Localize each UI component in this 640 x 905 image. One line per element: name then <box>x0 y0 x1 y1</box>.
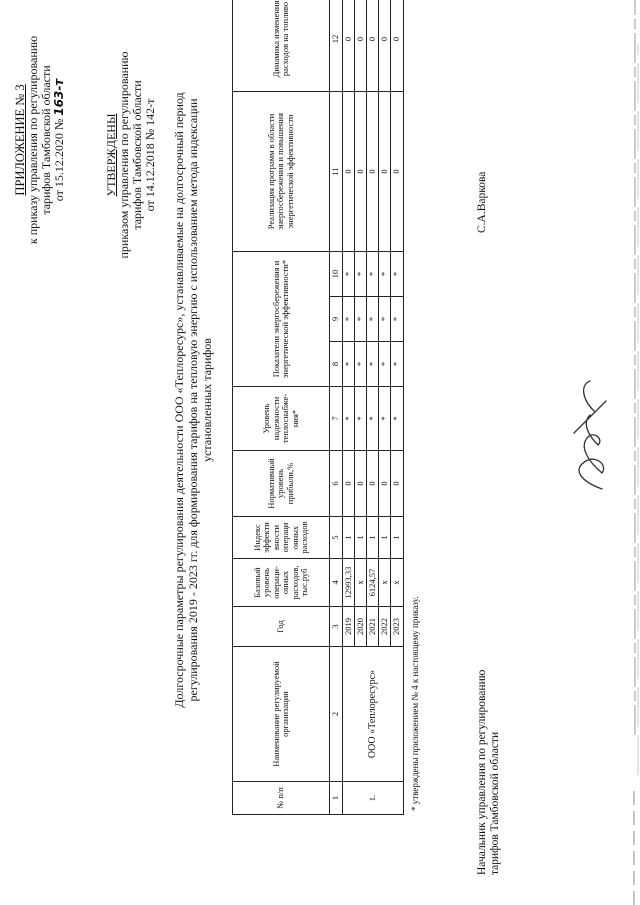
base-level-cell: x <box>355 559 367 607</box>
col-num-cell: 2 <box>330 647 343 782</box>
program-cell: 0 <box>355 92 367 252</box>
profit-level-cell: 0 <box>391 451 404 517</box>
approved-heading: УТВЕРЖДЕНЫ <box>104 113 118 197</box>
fuel-dynamics-cell: 0 <box>391 0 404 92</box>
efficiency-index-cell: 1 <box>379 517 391 559</box>
col-num-cell: 12 <box>330 0 343 92</box>
signatory-position-line-2: тарифов Тамбовской области <box>489 731 501 875</box>
col-num-cell: 4 <box>330 559 343 607</box>
footnote: * утверждены приложением № 4 к настоящему приказу. <box>410 596 420 811</box>
base-level-cell: 6124,57 <box>367 559 379 607</box>
program-cell: 0 <box>343 92 355 252</box>
parameters-table <box>232 0 404 815</box>
reliability-cell: * <box>391 387 404 451</box>
header-base-level: Базовый уровень операци-онных расходов, тыс.руб <box>233 559 330 607</box>
indicator-cell: * <box>391 297 404 342</box>
header-energy-program: Реализация программ в области энергосбережения и повышения энергетической эффективности <box>233 92 330 252</box>
base-level-cell: x <box>391 559 404 607</box>
appendix-order-line: к приказу управления по регулированию <box>26 35 40 245</box>
indicator-cell: * <box>355 342 367 387</box>
header-year: Год <box>233 607 330 647</box>
column-number-row <box>330 0 343 815</box>
year-cell: 2021 <box>367 607 379 647</box>
title-line-1: Долгосрочные параметры регулирования деятельности ООО «Теплоресурс», устанавливаемые на долгосрочный период <box>172 92 186 708</box>
org-name-cell: ООО «Теплоресурс» <box>343 647 404 782</box>
profit-level-cell: 0 <box>355 451 367 517</box>
program-cell: 0 <box>391 92 404 252</box>
indicator-cell: * <box>343 252 355 297</box>
document-title <box>172 45 214 755</box>
header-fuel-dynamics: Динамика изменения расходов на топливо <box>233 0 330 92</box>
indicator-cell: * <box>367 342 379 387</box>
handwritten-signature <box>560 375 618 495</box>
indicator-cell: * <box>391 342 404 387</box>
base-level-cell: 12993,33 <box>343 559 355 607</box>
header-org: Наименование регулируемой организации <box>233 647 330 782</box>
col-num-cell: 8 <box>330 342 343 387</box>
signatory-position-line-1: Начальник управления по регулированию <box>476 669 488 875</box>
program-cell: 0 <box>379 92 391 252</box>
indicator-cell: * <box>379 252 391 297</box>
efficiency-index-cell: 1 <box>391 517 404 559</box>
profit-level-cell: 0 <box>343 451 355 517</box>
indicator-cell: * <box>343 342 355 387</box>
org-number-cell: 1. <box>343 782 404 815</box>
title-line-3: установленных тарифов <box>200 338 214 462</box>
fuel-dynamics-cell: 0 <box>367 0 379 92</box>
indicator-cell: * <box>355 252 367 297</box>
indicator-cell: * <box>355 297 367 342</box>
profit-level-cell: 0 <box>367 451 379 517</box>
appendix-heading: ПРИЛОЖЕНИЕ № 3 <box>13 84 27 196</box>
indicator-cell: * <box>379 297 391 342</box>
efficiency-index-cell: 1 <box>343 517 355 559</box>
reliability-cell: * <box>367 387 379 451</box>
appendix-date-text: от 15.12.2020 № <box>52 118 66 202</box>
col-num-cell: 1 <box>330 782 343 815</box>
header-energy-indicators: Показатели энергосбережения и энергетической эффективности* <box>233 252 330 387</box>
appendix-order-number: 163-т <box>52 78 66 116</box>
appendix-date-line <box>53 10 66 270</box>
approved-date-line: от 14.12.2018 № 142-т <box>143 98 157 212</box>
appendix-authority-line: тарифов Тамбовской области <box>39 65 53 215</box>
reliability-cell: * <box>355 387 367 451</box>
indicator-cell: * <box>379 342 391 387</box>
header-num: № п/п <box>233 782 330 815</box>
signatory-position <box>476 670 502 875</box>
year-cell: 2019 <box>343 607 355 647</box>
base-level-cell: x <box>379 559 391 607</box>
indicator-cell: * <box>367 252 379 297</box>
signatory-name: С.А.Варкова <box>476 171 488 233</box>
col-num-cell: 3 <box>330 607 343 647</box>
col-num-cell: 9 <box>330 297 343 342</box>
col-num-cell: 10 <box>330 252 343 297</box>
program-cell: 0 <box>367 92 379 252</box>
efficiency-index-cell: 1 <box>355 517 367 559</box>
indicator-cell: * <box>367 297 379 342</box>
col-num-cell: 7 <box>330 387 343 451</box>
scan-edge-lines <box>632 0 640 905</box>
reliability-cell: * <box>379 387 391 451</box>
header-reliability: Уровень надежности теплоснабже-ния* <box>233 387 330 451</box>
header-profit-level: Нормативный уровень прибыли,% <box>233 451 330 517</box>
profit-level-cell: 0 <box>379 451 391 517</box>
approved-block <box>105 15 157 295</box>
year-cell: 2023 <box>391 607 404 647</box>
approved-order-line: приказом управления по регулированию <box>117 51 131 259</box>
col-num-cell: 6 <box>330 451 343 517</box>
indicator-cell: * <box>343 297 355 342</box>
col-num-cell: 5 <box>330 517 343 559</box>
fuel-dynamics-cell: 0 <box>343 0 355 92</box>
year-cell: 2020 <box>355 607 367 647</box>
efficiency-index-cell: 1 <box>367 517 379 559</box>
fuel-dynamics-cell: 0 <box>355 0 367 92</box>
appendix-block <box>14 10 66 270</box>
col-num-cell: 11 <box>330 92 343 252</box>
approved-authority-line: тарифов Тамбовской области <box>130 80 144 230</box>
table-row <box>343 0 355 815</box>
reliability-cell: * <box>343 387 355 451</box>
title-line-2: регулирования 2019 - 2023 гг. для формирования тарифов на тепловую энергию с использованием метода индексации <box>186 98 200 702</box>
year-cell: 2022 <box>379 607 391 647</box>
header-efficiency-index: Индекс эффекти вности операци онных расходов <box>233 517 330 559</box>
fuel-dynamics-cell: 0 <box>379 0 391 92</box>
indicator-cell: * <box>391 252 404 297</box>
